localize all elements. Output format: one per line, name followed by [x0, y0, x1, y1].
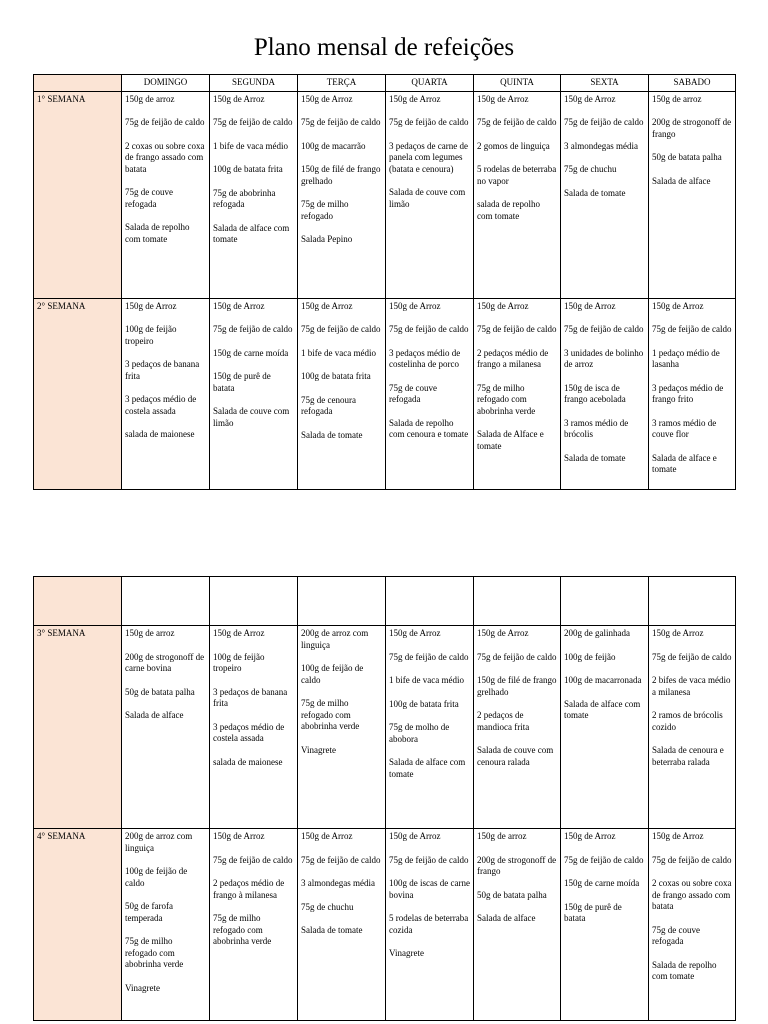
- meal-item: 75g de feijão de caldo: [213, 117, 293, 127]
- meal-item: Salada de tomate: [564, 187, 626, 198]
- meal-item: 150g de Arroz: [301, 300, 353, 311]
- meal-item: 75g de abobrinha refogada: [213, 187, 276, 209]
- meal-item: Salada Pepino: [301, 234, 353, 244]
- meal-cell: [474, 91, 561, 298]
- week-row: [34, 829, 736, 1021]
- meal-item: Salada de cenoura e beterraba ralada: [652, 745, 724, 767]
- day-header-3: [386, 577, 474, 626]
- meal-cell: [210, 626, 298, 829]
- meal-item: 200g de galinhada: [564, 628, 630, 638]
- day-header-6: [649, 577, 736, 626]
- meal-item: 2 pedaços médio de frango à milanesa: [213, 878, 285, 900]
- meal-item: 75g de feijão de caldo: [213, 324, 293, 334]
- meal-item: 100g de batata frita: [301, 371, 371, 381]
- meal-cell: [122, 91, 210, 298]
- meal-item: salada de maionese: [125, 429, 195, 439]
- week-label: 4° SEMANA: [34, 829, 122, 1021]
- meal-item: 150g de Arroz: [652, 628, 704, 638]
- week-label: 1° SEMANA: [34, 91, 122, 298]
- meal-item: 150g de Arroz: [477, 300, 529, 311]
- meal-cell: [386, 298, 474, 489]
- meal-item: 75g de milho refogado com abobrinha verde: [213, 913, 272, 946]
- meal-item: 150g de arroz: [652, 93, 702, 104]
- meal-item: 2 pedaços médio de frango a milanesa: [477, 347, 549, 369]
- meal-item: 75g de feijão de caldo: [389, 854, 469, 865]
- meal-item: 1 pedaço médio de lasanha: [652, 347, 720, 369]
- meal-item: 75g de feijão de caldo: [389, 651, 469, 662]
- meal-item: 75g de feijão de caldo: [564, 854, 644, 865]
- meal-item: 75g de feijão de caldo: [477, 651, 557, 662]
- meal-item: 2 coxas ou sobre coxa de frango assado com batata: [125, 140, 205, 174]
- meal-cell: [474, 829, 561, 1021]
- meal-cell: [561, 829, 649, 1021]
- meal-item: 2 coxas ou sobre coxa de frango assado com batata: [652, 878, 732, 911]
- meal-item: 150g de filé de frango grelhado: [301, 164, 381, 186]
- meal-item: 150g de Arroz: [389, 93, 441, 104]
- meal-item: 3 ramos médio de couve flor: [652, 417, 717, 439]
- day-header-5: SEXTA: [561, 75, 649, 92]
- week-row: [34, 91, 736, 298]
- meal-cell: [122, 626, 210, 829]
- day-header-4: QUINTA: [474, 75, 561, 92]
- meal-item: 200g de arroz com linguiça: [301, 628, 369, 650]
- meal-item: 75g de couve refogada: [389, 382, 437, 404]
- meal-item: 200g de strogonoff de frango: [477, 854, 557, 876]
- meal-item: 3 pedaços médio de frango frito: [652, 382, 724, 404]
- meal-item: 3 pedaços médio de costelinha de porco: [389, 347, 461, 369]
- meal-item: 50g de batata palha: [125, 686, 195, 697]
- day-header-2: [298, 577, 386, 626]
- meal-item: 75g de milho refogado com abobrinha verde: [301, 698, 360, 731]
- meal-cell: [474, 626, 561, 829]
- meal-item: Salada de alface e tomate: [652, 452, 717, 474]
- week-row: [34, 626, 736, 829]
- meal-cell: [561, 91, 649, 298]
- meal-item: 150g de Arroz: [213, 93, 265, 104]
- meal-item: 75g de feijão de caldo: [301, 324, 381, 334]
- meal-cell: [386, 626, 474, 829]
- meal-cell: [386, 829, 474, 1021]
- day-header-4: [474, 577, 561, 626]
- meal-item: 75g de feijão de caldo: [564, 324, 644, 334]
- meal-item: 3 almondegas média: [301, 878, 375, 888]
- meal-cell: [122, 829, 210, 1021]
- meal-item: 75g de molho de abobora: [389, 722, 450, 744]
- meal-item: 150g de Arroz: [477, 93, 529, 104]
- meal-item: 75g de feijão de caldo: [652, 324, 732, 334]
- meal-item: 75g de milho refogado com abobrinha verde: [125, 936, 184, 969]
- meal-item: 3 almondegas média: [564, 140, 638, 151]
- meal-item: 100g de batata frita: [213, 164, 283, 174]
- meal-item: 3 pedaços médio de costela assada: [125, 394, 197, 416]
- meal-item: 75g de couve refogada: [125, 187, 173, 209]
- meal-item: 150g de Arroz: [389, 628, 441, 638]
- day-header-1: SEGUNDA: [210, 75, 298, 92]
- meal-item: 150g de Arroz: [213, 628, 265, 638]
- meal-item: 150g de arroz: [125, 93, 175, 104]
- meal-item: 150g de carne moída: [564, 878, 640, 888]
- meal-item: 150g de Arroz: [652, 831, 704, 841]
- meal-item: Salada de Alface e tomate: [477, 429, 544, 451]
- meal-item: 3 pedaços médio de costela assada: [213, 721, 285, 743]
- meal-item: 3 unidades de bolinho de arroz: [564, 347, 644, 369]
- meal-item: 150g de Arroz: [477, 628, 529, 638]
- meal-cell: [561, 298, 649, 489]
- meal-item: 100g de feijão tropeiro: [125, 324, 177, 346]
- meal-item: Salada de tomate: [564, 452, 626, 463]
- meal-cell: [122, 298, 210, 489]
- meal-item: Vinagrete: [125, 982, 160, 993]
- meal-plan-table-top: [33, 74, 736, 490]
- meal-item: 100g de batata frita: [389, 698, 459, 709]
- meal-item: 150g de arroz: [477, 831, 527, 841]
- meal-item: 100g de macarrão: [301, 140, 366, 151]
- day-header-2: TERÇA: [298, 75, 386, 92]
- meal-item: salada de maionese: [213, 756, 283, 767]
- meal-item: Vinagrete: [389, 948, 424, 958]
- meal-item: 150g de purê de batata: [564, 901, 622, 923]
- meal-item: 150g de Arroz: [652, 300, 704, 311]
- meal-item: 1 bife de vaca médio: [213, 140, 288, 151]
- meal-item: 75g de feijão de caldo: [389, 117, 469, 127]
- meal-cell: [649, 298, 736, 489]
- meal-item: 50g de batata palha: [477, 889, 547, 900]
- meal-item: Salada de tomate: [301, 429, 363, 440]
- day-header-1: [210, 577, 298, 626]
- meal-item: 2 pedaços de mandioca frita: [477, 710, 530, 732]
- meal-item: 50g de batata palha: [652, 152, 722, 162]
- meal-item: 150g de Arroz: [564, 93, 616, 104]
- meal-cell: [386, 91, 474, 298]
- meal-cell: [649, 626, 736, 829]
- meal-cell: [561, 626, 649, 829]
- meal-item: 150g de carne moída: [213, 347, 289, 358]
- week-label: 2° SEMANA: [34, 298, 122, 489]
- meal-item: 5 rodelas de beterraba no vapor: [477, 164, 557, 186]
- meal-item: 150g de Arroz: [389, 831, 441, 841]
- day-header-0: [122, 577, 210, 626]
- meal-item: 75g de feijão de caldo: [564, 117, 644, 127]
- meal-item: Salada de couve com limão: [389, 187, 466, 209]
- meal-item: 150g de Arroz: [213, 831, 265, 841]
- meal-item: 75g de chuchu: [564, 164, 617, 174]
- meal-item: Salada de repolho com tomate: [652, 959, 717, 981]
- meal-item: Salada de repolho com tomate: [125, 222, 190, 244]
- meal-item: 75g de feijão de caldo: [652, 651, 732, 662]
- meal-item: 150g de arroz: [125, 628, 175, 638]
- meal-cell: [649, 829, 736, 1021]
- meal-plan-table-bottom: [33, 576, 736, 1021]
- meal-item: 5 rodelas de beterraba cozida: [389, 913, 469, 935]
- meal-item: 150g de isca de frango acebolada: [564, 382, 626, 404]
- meal-item: 100g de feijão de caldo: [125, 866, 188, 888]
- meal-item: 75g de feijão de caldo: [477, 324, 557, 334]
- day-header-5: [561, 577, 649, 626]
- meal-item: Vinagrete: [301, 744, 336, 755]
- day-header-3: QUARTA: [386, 75, 474, 92]
- meal-item: 100g de feijão de caldo: [301, 663, 364, 685]
- meal-item: 3 pedaços de banana frita: [125, 359, 200, 381]
- meal-item: 75g de feijão de caldo: [652, 854, 732, 865]
- meal-item: 100g de iscas de carne bovina: [389, 878, 470, 900]
- meal-item: 150g de Arroz: [564, 300, 616, 311]
- meal-item: 3 pedaços de banana frita: [213, 686, 288, 708]
- meal-item: 75g de feijão de caldo: [213, 854, 293, 865]
- meal-item: Salada de couve com limão: [213, 406, 290, 428]
- meal-item: 200g de arroz com linguiça: [125, 831, 193, 853]
- page-title: Plano mensal de refeições: [253, 34, 515, 61]
- meal-item: 2 gomos de linguiça: [477, 140, 550, 151]
- meal-item: 1 bife de vaca médio: [389, 675, 464, 685]
- header-corner-cell: [34, 577, 122, 626]
- meal-cell: [298, 829, 386, 1021]
- meal-item: 75g de feijão de caldo: [389, 324, 469, 334]
- meal-item: 75g de feijão de caldo: [301, 117, 381, 127]
- meal-item: 75g de couve refogada: [652, 924, 700, 946]
- meal-item: 2 bifes de vaca médio a milanesa: [652, 675, 731, 697]
- meal-item: 1 bife de vaca médio: [301, 347, 376, 358]
- meal-item: 75g de feijão de caldo: [477, 117, 557, 127]
- meal-item: 50g de farofa temperada: [125, 901, 173, 923]
- meal-cell: [298, 298, 386, 489]
- meal-item: 200g de strogonoff de frango: [652, 117, 732, 139]
- meal-item: Salada de alface: [652, 175, 711, 186]
- meal-item: Salada de couve com cenoura ralada: [477, 745, 554, 767]
- meal-item: 150g de Arroz: [301, 831, 353, 841]
- meal-item: Salada de tomate: [301, 925, 363, 935]
- week-row: [34, 298, 736, 489]
- meal-item: 150g de Arroz: [125, 300, 177, 311]
- day-header-6: SABADO: [649, 75, 736, 92]
- meal-cell: [298, 91, 386, 298]
- meal-item: Salada de alface com tomate: [213, 222, 290, 244]
- meal-item: salada de repolho com tomate: [477, 199, 540, 221]
- meal-item: 75g de feijão de caldo: [125, 117, 205, 127]
- meal-cell: [474, 298, 561, 489]
- header-row: [34, 75, 736, 92]
- meal-item: 100g de macarronada: [564, 675, 642, 685]
- meal-cell: [210, 829, 298, 1021]
- meal-item: 3 ramos médio de brócolis: [564, 417, 629, 439]
- meal-item: 150g de Arroz: [389, 300, 441, 311]
- meal-item: 150g de filé de frango grelhado: [477, 675, 557, 697]
- meal-item: 100g de feijão: [564, 651, 616, 662]
- meal-cell: [298, 626, 386, 829]
- meal-item: 75g de milho refogado: [301, 199, 349, 221]
- meal-cell: [210, 298, 298, 489]
- meal-item: Salada de repolho com cenoura e tomate: [389, 417, 469, 439]
- meal-item: 75g de chuchu: [301, 901, 354, 912]
- meal-item: 75g de cenoura refogada: [301, 394, 356, 416]
- meal-item: 150g de Arroz: [301, 93, 353, 104]
- header-row: [34, 577, 736, 626]
- meal-item: 3 pedaços de carne de panela com legumes (batata e cenoura): [389, 140, 468, 174]
- day-header-0: DOMINGO: [122, 75, 210, 92]
- meal-item: 75g de feijão de caldo: [301, 854, 381, 865]
- meal-item: Salada de alface com tomate: [389, 757, 466, 779]
- meal-item: 150g de Arroz: [213, 300, 265, 311]
- meal-item: 75g de milho refogado com abobrinha verde: [477, 382, 536, 416]
- header-corner-cell: [34, 75, 122, 92]
- meal-cell: [210, 91, 298, 298]
- meal-item: 100g de feijão tropeiro: [213, 651, 265, 673]
- meal-item: 200g de strogonoff de carne bovina: [125, 651, 205, 673]
- meal-item: 150g de Arroz: [564, 831, 616, 841]
- meal-item: Salada de alface: [477, 913, 536, 923]
- meal-item: 150g de purê de batata: [213, 371, 271, 393]
- meal-item: 2 ramos de brócolis cozido: [652, 710, 723, 732]
- week-label: 3° SEMANA: [34, 626, 122, 829]
- meal-item: Salada de alface com tomate: [564, 698, 641, 720]
- meal-item: Salada de alface: [125, 710, 184, 720]
- meal-cell: [649, 91, 736, 298]
